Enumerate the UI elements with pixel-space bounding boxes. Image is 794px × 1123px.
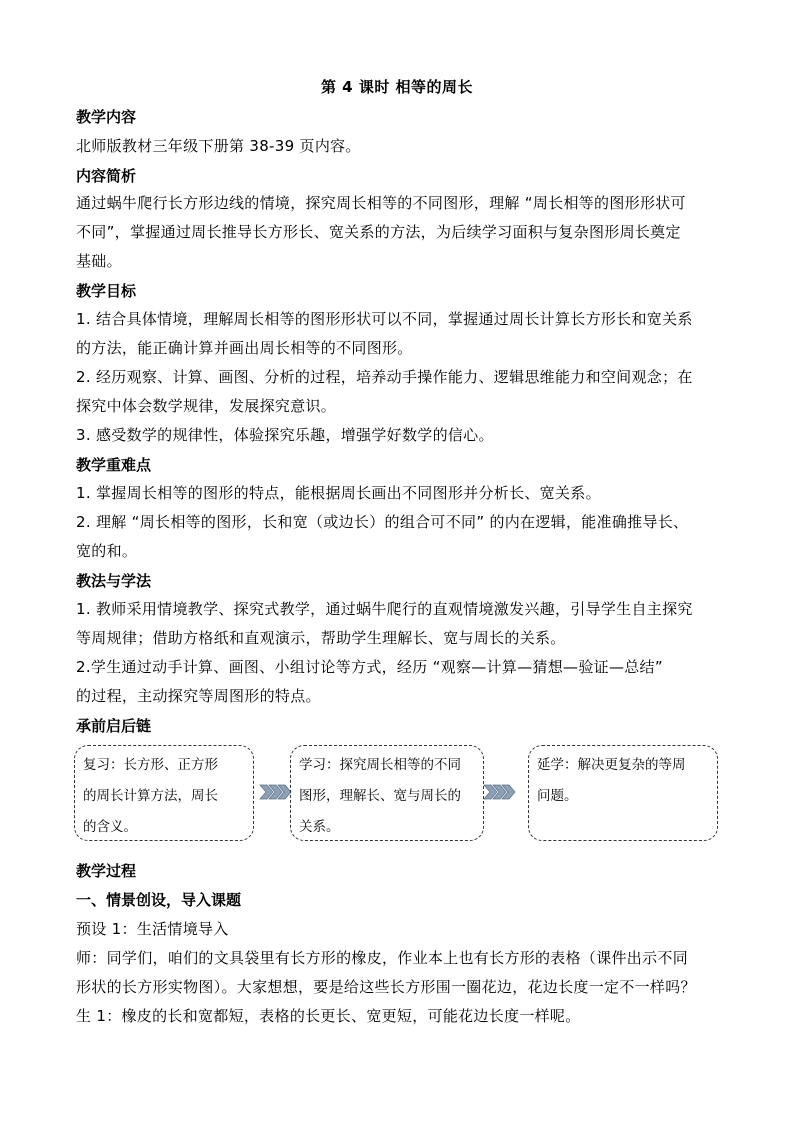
chevron-right-icon bbox=[482, 782, 516, 802]
heading-teaching-goals: 教学目标 bbox=[76, 282, 137, 300]
brief-line: 通过蜗牛爬行长方形边线的情境，探究周长相等的不同图形，理解 “周长相等的图形形状可 bbox=[76, 194, 686, 212]
chain-box-line: 的周长计算方法，周长 bbox=[83, 788, 218, 804]
brief-line: 不同”，掌握通过周长推导长方形长、宽关系的方法，为后续学习面积与复杂图形周长奠定 bbox=[76, 223, 681, 241]
chain-box-line: 问题。 bbox=[537, 788, 578, 804]
heading-teaching-content: 教学内容 bbox=[76, 108, 137, 126]
goals-line: 探究中体会数学规律，发展探究意识。 bbox=[76, 397, 337, 415]
heading-key-points: 教学重难点 bbox=[76, 456, 152, 474]
heading-methods: 教法与学法 bbox=[76, 572, 152, 590]
chain-box-line: 复习：长方形、正方形 bbox=[83, 757, 218, 773]
key-line: 宽的和。 bbox=[76, 542, 138, 560]
key-line: 2. 理解 “周长相等的图形，长和宽（或边长）的组合可不同” 的内在逻辑，能准确推导长、 bbox=[76, 513, 689, 531]
process-line: 生 1：橡皮的长和宽都短，表格的长更长、宽更短，可能花边长度一样呢。 bbox=[76, 1007, 581, 1025]
process-line: 形状的长方形实物图）。大家想想，要是给这些长方形围一圈花边，花边长度一定不一样吗？ bbox=[76, 978, 696, 996]
goals-line: 2. 经历观察、计算、画图、分析的过程，培养动手操作能力、逻辑思维能力和空间观念；在 bbox=[76, 368, 693, 386]
teaching-content-text: 北师版教材三年级下册第 38-39 页内容。 bbox=[76, 137, 361, 155]
chain-box-study bbox=[290, 745, 484, 841]
page-title: 第 4 课时 相等的周长 bbox=[320, 78, 474, 96]
chain-box-line: 图形，理解长、宽与周长的 bbox=[299, 788, 461, 804]
chain-box-line: 学习：探究周长相等的不同 bbox=[299, 757, 461, 773]
heading-content-brief: 内容简析 bbox=[76, 167, 137, 185]
method-line: 等周规律；借助方格纸和直观演示，帮助学生理解长、宽与周长的关系。 bbox=[76, 629, 566, 647]
goals-line: 3. 感受数学的规律性，体验探究乐趣，增强学好数学的信心。 bbox=[76, 426, 494, 444]
chevron-right-icon bbox=[258, 782, 292, 802]
chain-box-line: 延学：解决更复杂的等周 bbox=[537, 757, 686, 773]
heading-step-one: 一、情景创设，导入课题 bbox=[76, 891, 242, 909]
chain-box-extend bbox=[528, 745, 718, 841]
goals-line: 的方法，能正确计算并画出周长相等的不同图形。 bbox=[76, 339, 413, 357]
method-line: 2.学生通过动手计算、画图、小组讨论等方式，经历 “观察—计算—猜想—验证—总结” bbox=[76, 658, 663, 676]
heading-chain: 承前启后链 bbox=[76, 717, 152, 735]
key-line: 1. 掌握周长相等的图形的特点，能根据周长画出不同图形并分析长、宽关系。 bbox=[76, 484, 601, 502]
brief-line: 基础。 bbox=[76, 252, 122, 270]
process-line: 师：同学们，咱们的文具袋里有长方形的橡皮，作业本上也有长方形的表格（课件出示不同 bbox=[76, 949, 689, 967]
chain-box-line: 的含义。 bbox=[83, 819, 137, 835]
chain-box-line: 关系。 bbox=[299, 819, 340, 835]
chain-box-review bbox=[74, 745, 254, 841]
method-line: 的过程，主动探究等周图形的特点。 bbox=[76, 687, 321, 705]
heading-teaching-process: 教学过程 bbox=[76, 862, 137, 880]
process-line: 预设 1：生活情境导入 bbox=[76, 920, 229, 938]
method-line: 1. 教师采用情境教学、探究式教学，通过蜗牛爬行的直观情境激发兴趣，引导学生自主探究 bbox=[76, 600, 693, 618]
goals-line: 1. 结合具体情境，理解周长相等的图形形状可以不同，掌握通过周长计算长方形长和宽关系 bbox=[76, 310, 693, 328]
